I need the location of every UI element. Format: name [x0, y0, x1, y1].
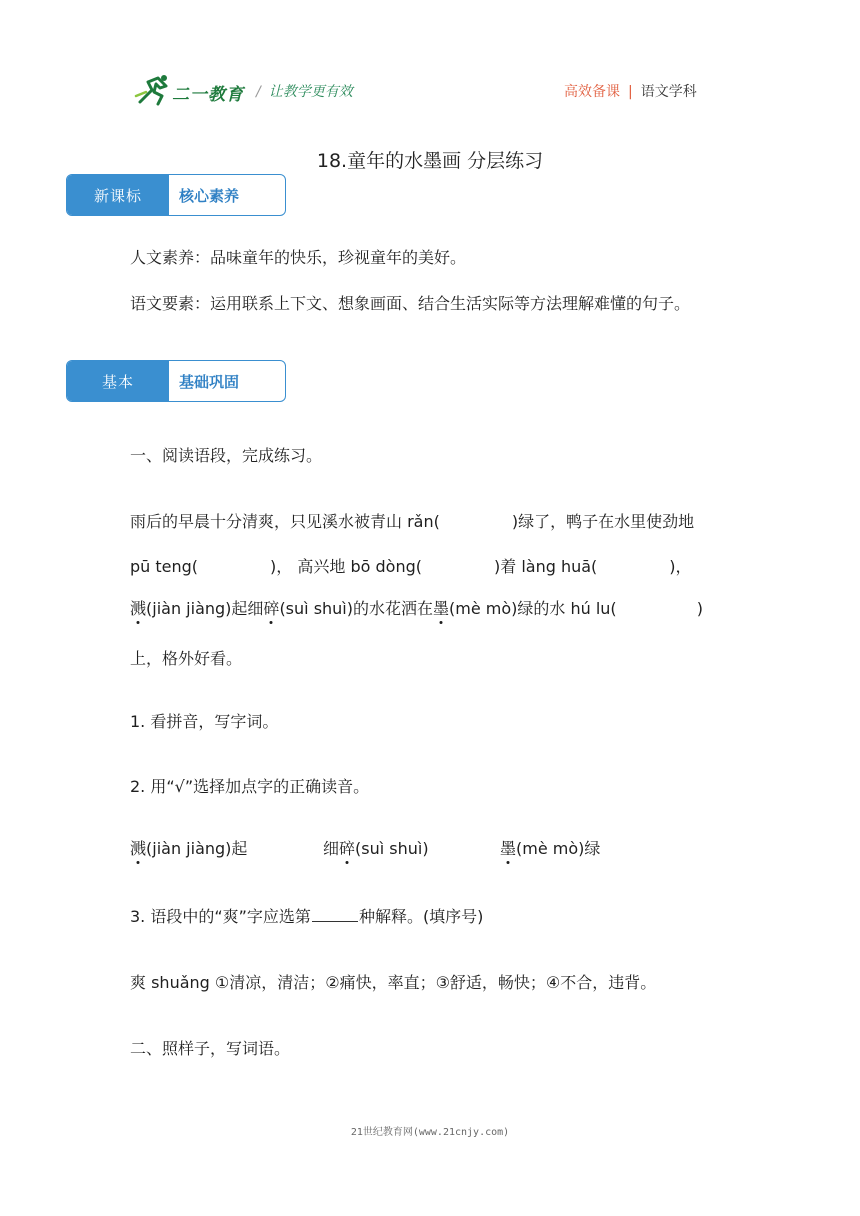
choice-item-3[interactable] [500, 836, 600, 859]
choice-text: (suì shuì) [355, 839, 429, 858]
choice-text: 细 [323, 839, 340, 858]
header-subject [564, 81, 697, 101]
section-tag-core-right: 核心素养 [179, 186, 240, 205]
dotted-char: 墨 [500, 836, 516, 859]
subquestion-3 [130, 904, 483, 927]
header-tag-subject: 语文学科 [640, 84, 697, 100]
choice-item-1[interactable] [130, 836, 247, 859]
passage-line-2 [130, 554, 692, 577]
section-tag-core [66, 174, 286, 216]
question-2-heading: 二、照样子，写词语。 [130, 1039, 291, 1058]
subquestion-3-text: 种解释。(填序号) [358, 907, 484, 926]
subquestion-1: 1. 看拼音，写字词。 [130, 712, 279, 731]
header-tag-prep: 高效备课 [564, 84, 620, 100]
section-tag-basic-right: 基础巩固 [179, 372, 240, 391]
page-footer: 21世纪教育网(www.21cnjy.com) [350, 1127, 510, 1138]
core-line-language: 语文要素：运用联系上下文、想象画面、结合生活实际等方法理解难懂的句子。 [130, 294, 691, 313]
slogan-separator: / [256, 84, 261, 100]
section-tag-basic [66, 360, 286, 402]
passage-text: pū teng( [130, 557, 199, 576]
passage-text: )绿了，鸭子在水里使劲地 [511, 512, 695, 531]
subquestion-3-text: 3. 语段中的“爽”字应选第 [130, 907, 311, 926]
passage-line-4: 上，格外好看。 [130, 649, 243, 668]
core-line-humanities: 人文素养：品味童年的快乐，珍视童年的美好。 [130, 248, 467, 267]
passage-text: ) [696, 599, 703, 618]
passage-text: 雨后的早晨十分清爽，只见溪水被青山 rǎn( [130, 512, 440, 531]
passage-text: )， [669, 557, 692, 576]
dotted-char: 碎 [263, 596, 279, 619]
passage-text: )， 高兴地 bō dòng( [270, 557, 422, 576]
logo-text: 二一教育 [172, 85, 244, 105]
dotted-char: 碎 [339, 836, 355, 859]
subquestion-2: 2. 用“√”选择加点字的正确读音。 [130, 777, 370, 796]
passage-line-3 [130, 596, 703, 619]
passage-text: )着 làng huā( [493, 557, 598, 576]
choice-text: (jiàn jiàng)起 [146, 839, 248, 858]
section-tag-basic-left: 基本 [67, 361, 169, 401]
passage-line-1 [130, 509, 694, 532]
answer-underline[interactable] [312, 920, 358, 922]
slogan [256, 81, 353, 101]
section-tag-core-left: 新课标 [67, 175, 169, 215]
header-divider: | [628, 84, 633, 100]
question-1-heading: 一、阅读语段，完成练习。 [130, 446, 323, 465]
dotted-char: 溅 [130, 596, 146, 619]
shuang-definitions: 爽 shuǎng ①清凉，清洁；②痛快，率直；③舒适，畅快；④不合，违背。 [130, 973, 657, 992]
dotted-char: 墨 [433, 596, 449, 619]
runner-icon [134, 74, 174, 108]
page-title: 18.童年的水墨画 分层练习 [316, 150, 544, 172]
dotted-char: 溅 [130, 836, 146, 859]
passage-text: (jiàn jiàng)起细 [146, 599, 264, 618]
choice-text: (mè mò)绿 [516, 839, 601, 858]
slogan-text: 让教学更有效 [268, 84, 353, 100]
choice-item-2[interactable] [323, 836, 429, 859]
passage-text: (mè mò)绿的水 hú lu( [449, 599, 617, 618]
passage-text: (suì shuì)的水花洒在 [279, 599, 433, 618]
